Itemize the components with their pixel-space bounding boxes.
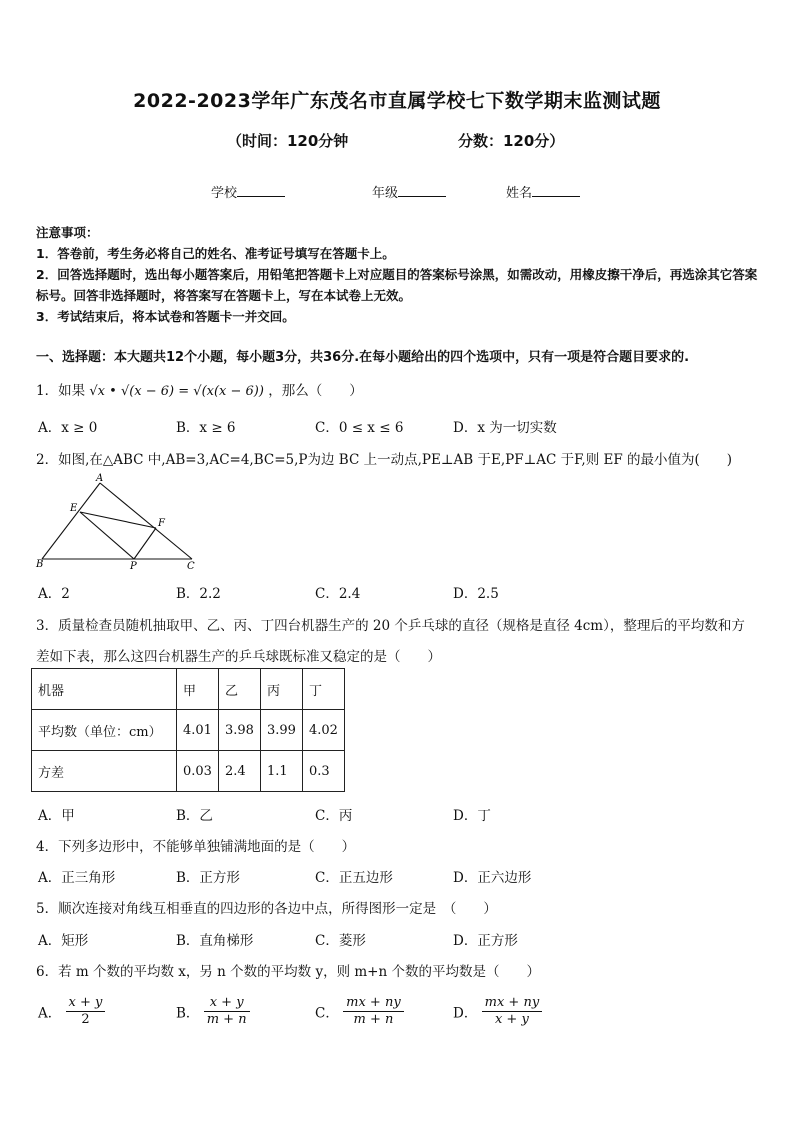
q2-option-d[interactable]: D．2.5 <box>453 586 499 602</box>
table-cell: 方差 <box>32 751 177 792</box>
fraction-numerator: mx + ny <box>482 995 543 1012</box>
fraction <box>204 995 250 1028</box>
q4-option-a[interactable]: A．正三角形 <box>38 870 116 886</box>
grade-blank <box>398 184 446 197</box>
school-label: 学校 <box>211 186 238 201</box>
fraction-denominator: 2 <box>81 1012 90 1027</box>
question-5: 5．顺次连接对角线互相垂直的四边形的各边中点，所得图形一定是 （ ） <box>36 901 497 917</box>
q5-option-a[interactable]: A．矩形 <box>38 933 89 949</box>
q1-prefix: 1．如果 <box>36 383 86 399</box>
table-cell: 1.1 <box>261 751 303 792</box>
label-c: C <box>187 561 195 572</box>
option-label: B． <box>176 1005 200 1022</box>
grade-label: 年级 <box>372 186 399 201</box>
table-header-cell: 丙 <box>261 669 303 710</box>
table-header-cell: 乙 <box>219 669 261 710</box>
table-row <box>32 710 345 751</box>
q4-option-d[interactable]: D．正六边形 <box>453 870 532 886</box>
q4-option-c[interactable]: C．正五边形 <box>315 870 393 886</box>
q3-table <box>31 668 345 792</box>
table-row <box>32 751 345 792</box>
table-header-cell: 甲 <box>177 669 219 710</box>
fraction <box>343 995 404 1028</box>
segment-pf <box>134 528 156 559</box>
question-3-line-1: 3．质量检查员随机抽取甲、乙、丙、丁四台机器生产的 20 个乒乓球的直径（规格是直径 4cm），整理后的平均数和方 <box>36 618 745 634</box>
triangle-figure <box>30 470 210 574</box>
q3-option-a[interactable]: A．甲 <box>38 808 75 824</box>
fraction-denominator: m + n <box>206 1012 247 1027</box>
q6-option-a[interactable] <box>38 995 105 1028</box>
fraction-numerator: x + y <box>66 995 106 1012</box>
fraction <box>66 995 106 1028</box>
fraction <box>482 995 543 1028</box>
table-header-cell: 机器 <box>32 669 177 710</box>
table-row <box>32 669 345 710</box>
q6-option-c[interactable] <box>315 995 404 1028</box>
q5-option-b[interactable]: B．直角梯形 <box>176 933 254 949</box>
question-3-line-2: 差如下表，那么这四台机器生产的乒乓球既标准又稳定的是（ ） <box>36 649 441 665</box>
q5-option-d[interactable]: D．正方形 <box>453 933 518 949</box>
side-ac <box>100 483 192 559</box>
question-6: 6．若 m 个数的平均数 x，另 n 个数的平均数 y，则 m+n 个数的平均数是（ ） <box>36 964 540 980</box>
q1-option-c[interactable]: C．0 ≤ x ≤ 6 <box>315 420 404 436</box>
school-field <box>211 182 285 201</box>
fraction-numerator: x + y <box>204 995 250 1012</box>
table-cell: 2.4 <box>219 751 261 792</box>
section-heading: 一、选择题：本大题共12个小题，每小题3分，共36分.在每小题给出的四个选项中，只有一项是符合题目要求的. <box>36 350 690 365</box>
label-p: P <box>130 561 137 572</box>
option-label: A． <box>38 1005 62 1022</box>
option-label: D． <box>453 1005 478 1022</box>
q1-math: √x • √(x − 6) = √(x(x − 6)) <box>89 384 264 399</box>
question-4: 4．下列多边形中，不能够单独铺满地面的是（ ） <box>36 839 356 855</box>
label-b: B <box>36 559 44 570</box>
name-blank <box>532 184 580 197</box>
notice-item-2: 2．回答选择题时，选出每小题答案后，用铅笔把答题卡上对应题目的答案标号涂黑，如需改动，用橡皮擦干净后，再选涂其它答案标号。回答非选择题时，将答案写在答题卡上，写在本试卷上无效。 <box>36 267 758 303</box>
fraction-numerator: mx + ny <box>343 995 404 1012</box>
q2-option-c[interactable]: C．2.4 <box>315 586 361 602</box>
q1-suffix: ，那么（ ） <box>268 383 363 399</box>
school-blank <box>237 184 285 197</box>
fraction-denominator: x + y <box>494 1012 529 1027</box>
grade-field <box>372 182 446 201</box>
fraction-denominator: m + n <box>353 1012 394 1027</box>
notice-item-1: 1．答卷前，考生务必将自己的姓名、准考证号填写在答题卡上。 <box>36 246 395 261</box>
notice-heading: 注意事项： <box>36 225 99 240</box>
table-cell: 平均数（单位：cm） <box>32 710 177 751</box>
option-label: C． <box>315 1005 339 1022</box>
q3-option-b[interactable]: B．乙 <box>176 808 213 824</box>
q4-option-b[interactable]: B．正方形 <box>176 870 240 886</box>
q1-option-a[interactable]: A．x ≥ 0 <box>38 420 98 436</box>
question-1 <box>36 379 363 399</box>
q1-option-b[interactable]: B．x ≥ 6 <box>176 420 236 436</box>
table-header-cell: 丁 <box>303 669 345 710</box>
table-cell: 0.3 <box>303 751 345 792</box>
side-ab <box>42 483 100 559</box>
q3-option-d[interactable]: D．丁 <box>453 808 491 824</box>
page-title: 2022-2023学年广东茂名市直属学校七下数学期末监测试题 <box>133 90 661 112</box>
table-cell: 4.01 <box>177 710 219 751</box>
exam-score: 分数：120分） <box>458 132 565 150</box>
label-f: F <box>158 518 165 529</box>
q6-option-b[interactable] <box>176 995 250 1028</box>
label-e: E <box>70 503 78 514</box>
q1-option-d[interactable]: D．x 为一切实数 <box>453 420 557 436</box>
question-2: 2．如图,在△ABC 中,AB=3,AC=4,BC=5,P为边 BC 上一动点,PE⊥AB 于E,PF⊥AC 于F,则 EF 的最小值为( ) <box>36 452 733 468</box>
label-a: A <box>96 473 104 484</box>
exam-time: （时间：120分钟 <box>227 132 349 150</box>
q5-option-c[interactable]: C．菱形 <box>315 933 366 949</box>
q3-option-c[interactable]: C．丙 <box>315 808 353 824</box>
table-cell: 4.02 <box>303 710 345 751</box>
table-cell: 0.03 <box>177 751 219 792</box>
q2-option-b[interactable]: B．2.2 <box>176 586 221 602</box>
table-cell: 3.99 <box>261 710 303 751</box>
notice-item-3: 3．考试结束后，将本试卷和答题卡一并交回。 <box>36 309 295 324</box>
name-label: 姓名 <box>506 186 533 201</box>
q6-option-d[interactable] <box>453 995 542 1028</box>
q2-option-a[interactable]: A．2 <box>38 586 70 602</box>
name-field <box>506 182 580 201</box>
segment-pe <box>80 512 134 559</box>
table-cell: 3.98 <box>219 710 261 751</box>
